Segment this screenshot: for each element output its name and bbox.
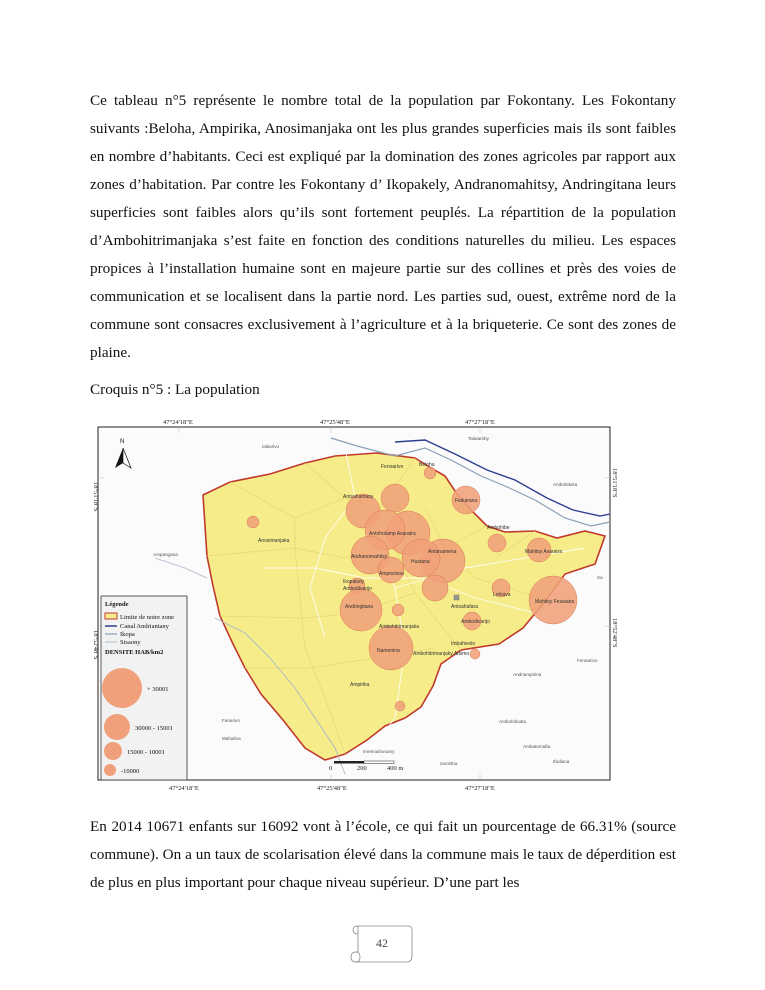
legend-density-title: DENSITE HAB/km2: [105, 649, 164, 656]
map-legend: [101, 596, 187, 780]
bubble-anosimanjaka: [247, 516, 259, 528]
label-ampirika: Ampirika: [350, 682, 370, 688]
legend-title: Légende: [105, 601, 129, 608]
coord-bottom-2: 47°25'48"E: [317, 785, 347, 792]
legend-class-1: + 30001: [147, 686, 169, 693]
place-sa: Sa: [597, 575, 603, 580]
label-antsahafara: Antsahafara: [451, 604, 478, 610]
population-map: [92, 418, 620, 792]
place-ambohiketa: Ambohiketa: [553, 482, 578, 487]
coord-right-1: 18°51'18"S: [611, 468, 618, 498]
label-mahitsy-avaratra: Mahitsy Avaratra: [525, 549, 563, 555]
figure-caption: Croquis n°5 : La population: [90, 381, 260, 398]
label-beloha: Beloha: [419, 462, 435, 468]
paragraph-schooling: En 2014 10671 enfants sur 16092 vont à l’école, ce qui fait un pourcentage de 66.31% (source commune). On a un taux de scolarisation élevé dans la commune mais le taux de déperdition est de plus en plus important pour chaque niveau supérieur. D’une part les: [90, 818, 676, 891]
bubble-hustana: [402, 539, 440, 577]
legend-canal: Canal Andriantany: [120, 623, 169, 630]
bubble-atsimo: [470, 649, 480, 659]
label-hustana: Hustana: [411, 559, 430, 565]
place-mahalina: Mahalina: [222, 736, 241, 741]
place-andriampirina: Andriampirina: [513, 672, 542, 677]
scale-mid: 200: [357, 765, 367, 772]
label-atsimo: Ambohitrimanjaky Atsimo: [413, 651, 470, 657]
place-talatamby: Talatamby: [468, 436, 489, 441]
coord-top-1: 47°24'18"E: [163, 419, 193, 426]
legend-class-4: -10000: [121, 768, 140, 775]
legend-bubble-s: [104, 764, 116, 776]
label-fiakarana: Fiakarana: [455, 498, 478, 504]
legend-bubble-m: [104, 742, 122, 760]
page-number: 42: [376, 936, 388, 950]
label-namonina: Namonina: [377, 648, 400, 654]
place-ambatomafia: Ambatomafia: [523, 744, 551, 749]
place-fenoarivo: Fenoarivo: [577, 658, 598, 663]
bubble-south: [395, 701, 405, 711]
bubble-fenoarivo: [381, 484, 409, 512]
scale-end: 400 m: [387, 765, 404, 772]
north-label: N: [120, 439, 125, 445]
place-ambohiboata: Ambohiboata: [499, 719, 527, 724]
label-lohiava: Lohiava: [493, 592, 511, 598]
label-anosimanjaka: Anosimanjaka: [258, 538, 290, 544]
place-ifadiana: Ifadiana: [553, 759, 570, 764]
place-iavoloha: Iavoloha: [440, 761, 458, 766]
scale-zero: 0: [329, 765, 333, 772]
legend-class-3: 15000 - 10001: [127, 749, 165, 756]
coord-right-2: 18°52'48"S: [611, 618, 618, 648]
bubble-ambohitrimanjaka: [392, 604, 404, 616]
bubble-andringitana: [340, 589, 382, 631]
label-antanamena: Antanamena: [428, 549, 457, 555]
label-ambodivarijo: Ambodivarijo: [461, 619, 490, 625]
label-andranomahitsy: Andranomahitsy: [351, 554, 388, 560]
label-ampozisoa: Ampozisoa: [379, 571, 404, 577]
label-mahitsy-fesiaana: Mahitsy Fesiaana: [535, 599, 575, 605]
label-ambohibe: Ambohibe: [487, 525, 510, 531]
place-imerinafovoany: Imerinafovoany: [363, 749, 395, 754]
label-andringitana: Andringitana: [345, 604, 374, 610]
legend-sisaony: Sisaony: [120, 639, 141, 646]
coord-left-1: 18°51'18"S: [92, 482, 99, 512]
legend-limit-swatch: [105, 613, 117, 619]
coord-top-2: 47°25'48"E: [320, 419, 350, 426]
coord-left-2: 18°52'48"S: [92, 630, 99, 660]
legend-class-2: 30000 - 15001: [135, 725, 173, 732]
place-laikarivo: Iaikarivo: [262, 444, 280, 449]
chief-town-marker: [454, 595, 459, 600]
label-antoholamp: Antoholamp Avaratra: [369, 531, 416, 537]
bubble-ampozisoa: [378, 557, 404, 583]
legend-ikopa: Ikopa: [120, 631, 135, 638]
paragraph-population-analysis: Ce tableau n°5 représente le nombre total de la population par Fokontany. Les Fokontany suivants :Beloha, Ampirika, Anosimanjaka ont les plus grandes superficies mais ils sont faibles en nombre d’habitants. Ceci est expliqué par la domination des zones agricoles par rapport aux zones d’habitation. Par contre les Fokontany d’ Ikopakely, Andranomahitsy, Andringitana leurs superficies sont faibles alors qu’ils sont fortement peuplés. La répartition de la population d’Ambohitrimanjaka s’est faite en fonction des conditions naturelles du milieu. Les espaces propices à l’installation humaine sont en majeure partie sur des collines et près des voies de communication et se localisent dans la partie nord. Les parties sud, ouest, extrême nord de la commune sont consacres exclusivement à l’agriculture et à la briqueterie. Ce sont des zones de plaine.: [90, 92, 676, 361]
bubble-ambodivarijo-east: [422, 575, 448, 601]
label-antsahamasy: Antsahamasy: [343, 494, 374, 500]
place-fanarivo: Fanarivo: [222, 718, 240, 723]
label-fenoarivo: Fenoarivo: [381, 464, 404, 470]
label-ambohitrimanjaka: Ambohitrimanjaka: [379, 624, 420, 630]
bubble-ambohibe: [488, 534, 506, 552]
place-ampangana: Ampangana: [153, 552, 178, 557]
label-imbahivolo: Imbahivolo: [451, 641, 476, 647]
label-ikopakely: Ikopakely: [343, 579, 365, 585]
legend-bubble-l: [104, 714, 130, 740]
coord-bottom-1: 47°24'18"E: [169, 785, 199, 792]
legend-bubble-xl: [102, 668, 142, 708]
coord-bottom-3: 47°27'18"E: [465, 785, 495, 792]
bubble-beloha: [424, 467, 436, 479]
label-ambodivarijo-west: Ambodivarijo: [343, 586, 372, 592]
legend-limit: Limite de notre zone: [120, 614, 174, 621]
coord-top-3: 47°27'18"E: [465, 419, 495, 426]
